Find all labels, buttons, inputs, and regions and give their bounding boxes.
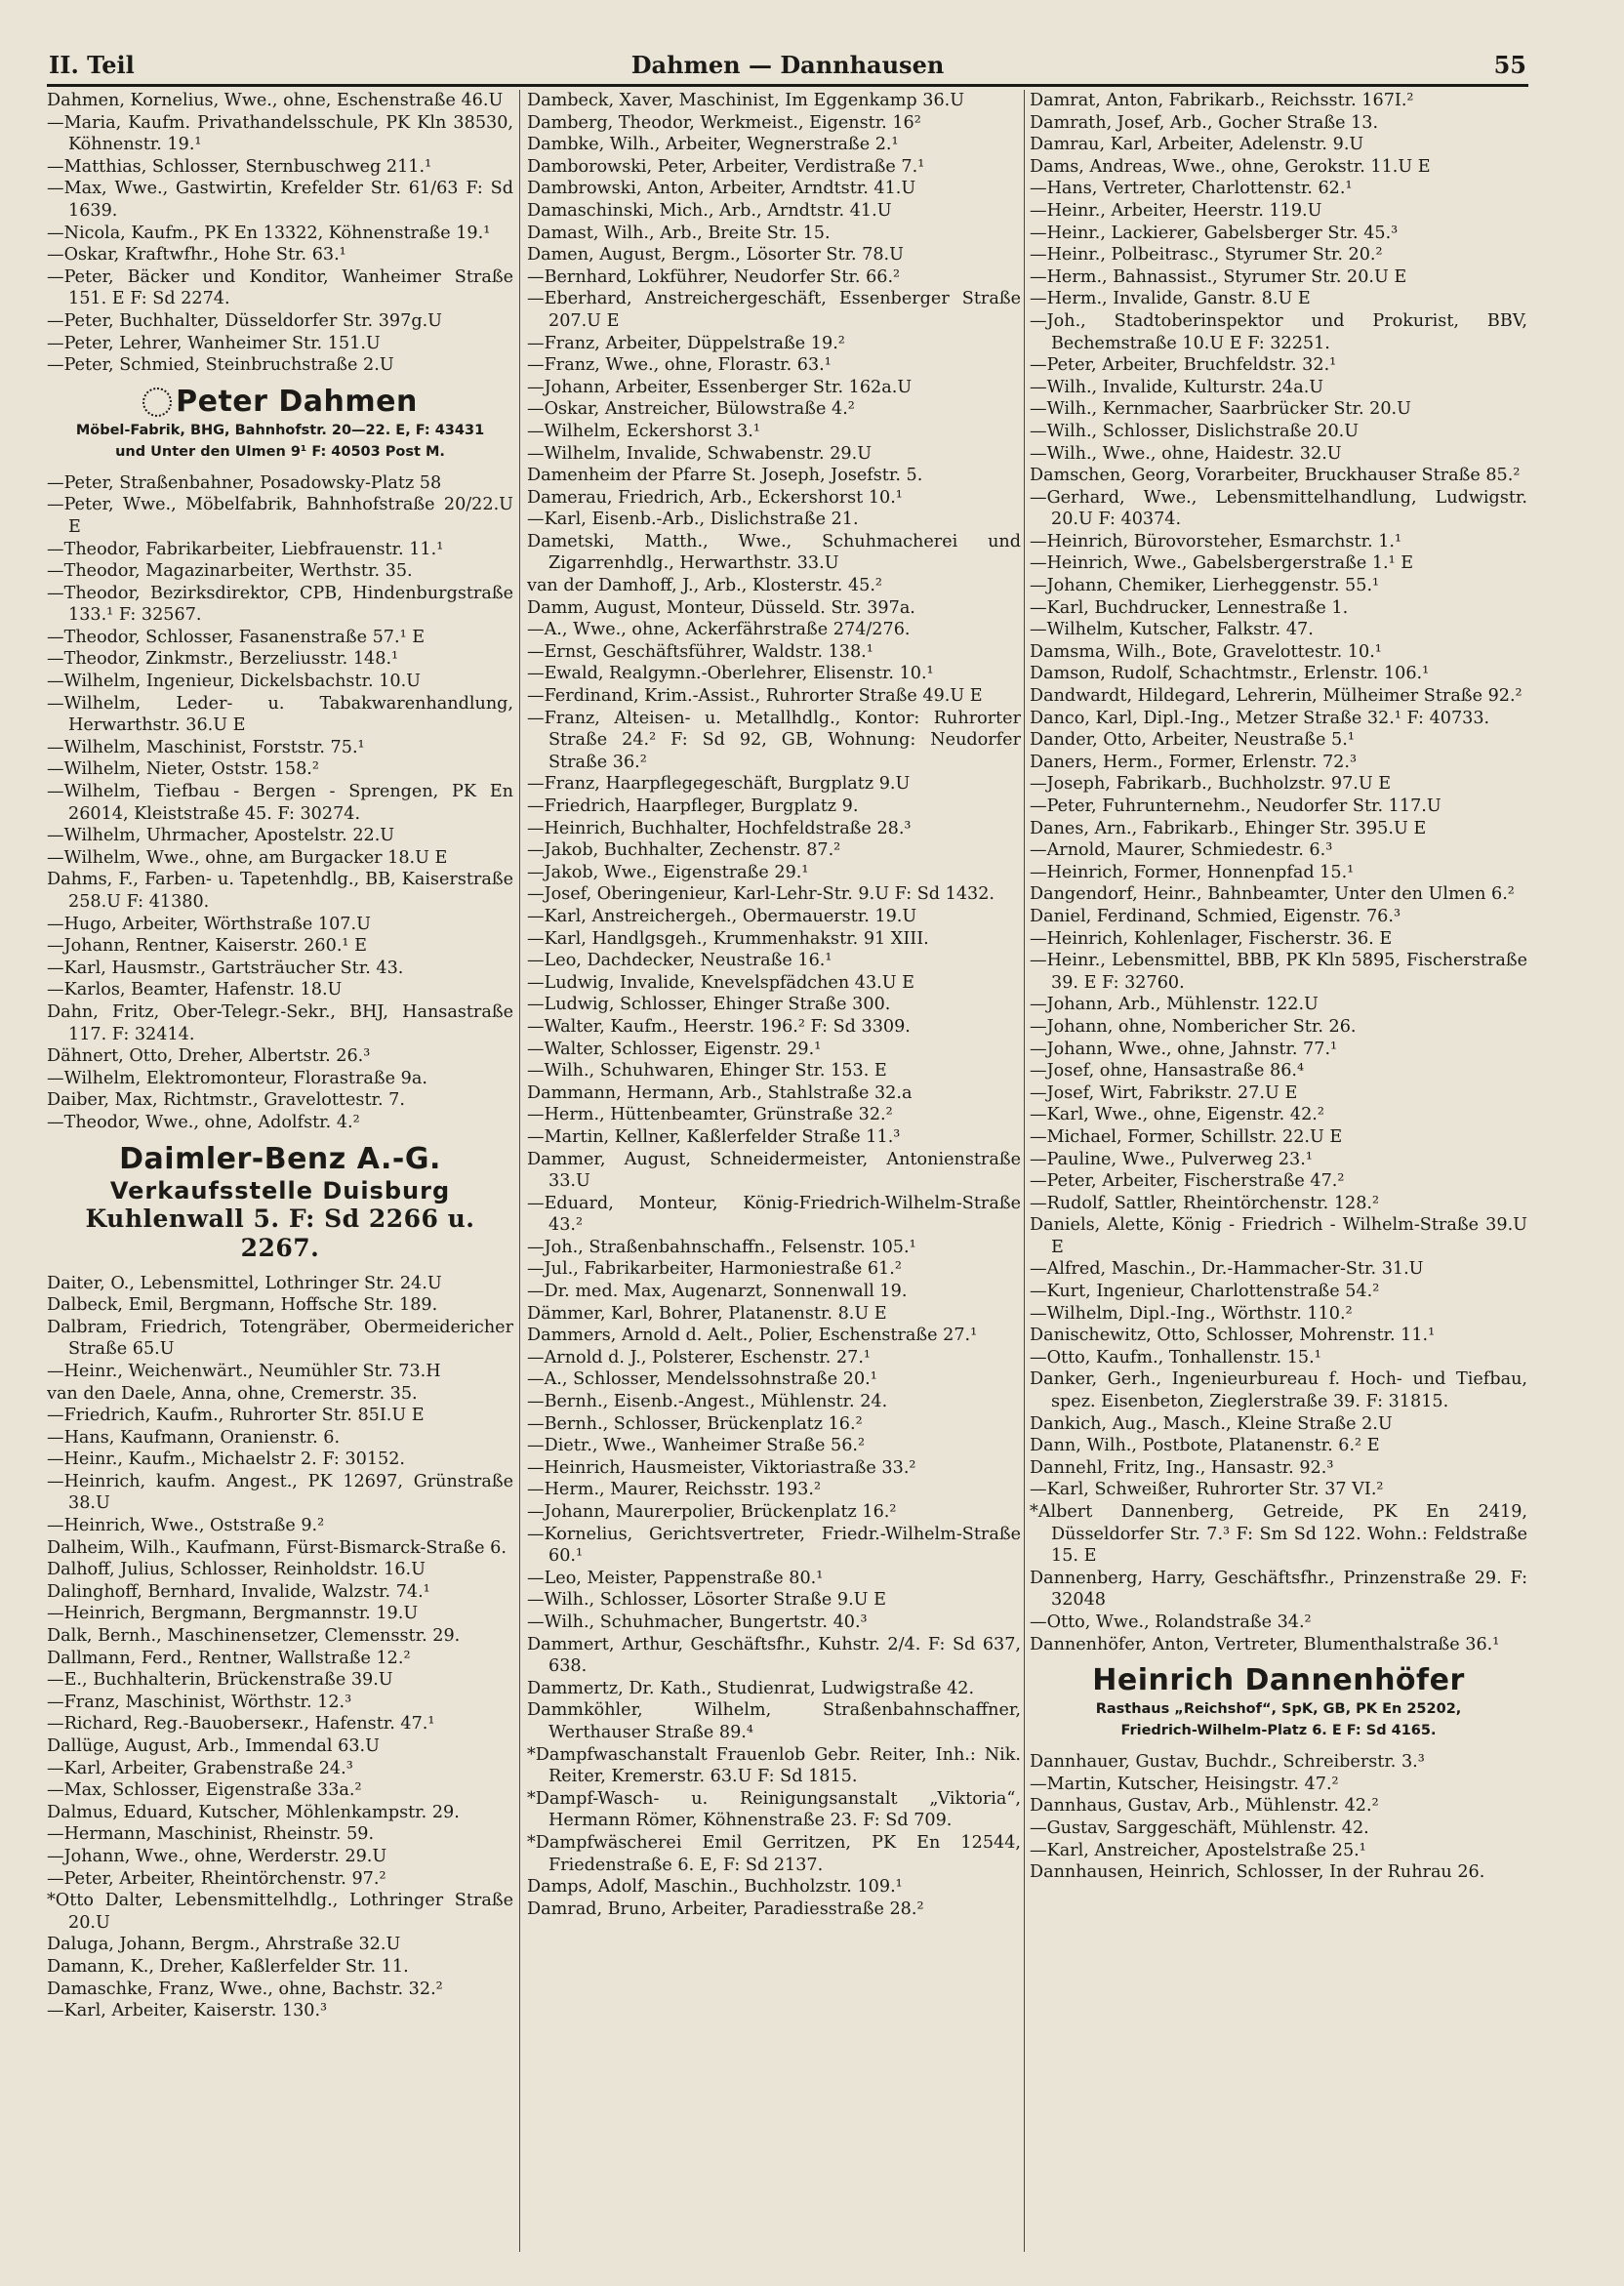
directory-entry: Damborowski, Peter, Arbeiter, Verdistraße 7.¹: [527, 156, 925, 177]
directory-entry: Dalheim, Wilh., Kaufmann, Fürst-Bismarck-Straße 6.: [47, 1537, 507, 1558]
directory-entry: Dämmer, Karl, Bohrer, Platanenstr. 8.U E: [527, 1303, 887, 1324]
directory-entry: —Joseph, Fabrikarb., Buchholzstr. 97.U E: [1030, 774, 1392, 795]
directory-entry: —Heinrich, Buchhalter, Hochfeldstraße 28.³: [527, 818, 912, 838]
directory-entry: Dalbram, Friedrich, Totengräber, Obermeidericher Straße 65.U: [47, 1317, 513, 1360]
directory-entry: Dahn, Fritz, Ober-Telegr.-Sekr., BHJ, Hansastraße 117. F: 32414.: [47, 1001, 513, 1044]
page-number: 55: [1493, 51, 1526, 79]
directory-entry: Dammers, Arnold d. Aelt., Polier, Eschenstraße 27.¹: [527, 1326, 978, 1346]
directory-entry: —Herm., Hüttenbeamter, Grünstraße 32.²: [527, 1105, 893, 1125]
directory-entry: —Hermann, Maschinist, Rheinstr. 59.: [47, 1824, 375, 1845]
directory-entry: —Pauline, Wwe., Pulverweg 23.¹: [1030, 1149, 1313, 1169]
directory-entry: —Heinr., Lebensmittel, BBB, PK Kln 5895, Fischerstraße 39. E F: 32760.: [1030, 951, 1527, 993]
directory-entry: —Richard, Reg.-Bauoberseкr., Hafenstr. 47.¹: [47, 1714, 435, 1735]
directory-entry: —Friedrich, Kaufm., Ruhrorter Str. 85I.U E: [47, 1406, 425, 1426]
directory-entry: —Heinrich, Kohlenlager, Fischerstr. 36. E: [1030, 928, 1393, 949]
directory-entry: van der Damhoff, J., Arb., Klosterstr. 45.²: [527, 576, 882, 596]
directory-entry: —Wilh., Invalide, Kulturstr. 24a.U: [1030, 377, 1324, 397]
directory-entry: —Peter, Lehrer, Wanheimer Str. 151.U: [47, 333, 381, 353]
directory-entry: —Wilhelm, Dipl.-Ing., Wörthstr. 110.²: [1030, 1303, 1353, 1324]
directory-entry: Damberg, Theodor, Werkmeist., Eigenstr. 16²: [527, 112, 921, 133]
directory-entry: —Peter, Schmied, Steinbruchstraße 2.U: [47, 355, 394, 376]
directory-entry: *Dampf-Wasch- u. Reinigungsanstalt „Viktoria“, Hermann Römer, Köhnenstraße 23. F: Sd 709.: [527, 1788, 1021, 1831]
directory-entry: —Johann, Chemiker, Lierheggenstr. 55.¹: [1030, 576, 1380, 596]
directory-entry: Dalhoff, Julius, Schlosser, Reinholdstr. 16.U: [47, 1560, 426, 1580]
directory-entry: Dann, Wilh., Postbote, Platanenstr. 6.² E: [1030, 1436, 1380, 1456]
directory-entry: —Heinrich, Wwe., Oststraße 9.²: [47, 1516, 325, 1536]
directory-entry: —Heinr., Kaufm., Michaelstr 2. F: 30152.: [47, 1449, 405, 1470]
directory-entry: —Peter, Fuhrunternehm., Neudorfer Str. 117.U: [1030, 796, 1441, 816]
directory-entry: —Ferdinand, Krim.-Assist., Ruhrorter Straße 49.U E: [527, 686, 983, 707]
directory-entry: —Franz, Arbeiter, Düppelstraße 19.²: [527, 333, 845, 353]
directory-entry: Damen, August, Bergm., Lösorter Str. 78.U: [527, 245, 904, 265]
directory-entry: —Karl, Anstreicher, Apostelstraße 25.¹: [1030, 1840, 1366, 1860]
directory-entry: Damast, Wilh., Arb., Breite Str. 15.: [527, 223, 831, 243]
directory-entry: —Josef, Wirt, Fabrikstr. 27.U E: [1030, 1082, 1298, 1103]
directory-entry: Daners, Herm., Former, Erlenstr. 72.³: [1030, 752, 1358, 772]
directory-entry: Dandwardt, Hildegard, Lehrerin, Mülheimer Straße 92.²: [1030, 686, 1522, 707]
directory-entry: —Friedrich, Haarpfleger, Burgplatz 9.: [527, 796, 859, 816]
directory-entry: —Wilhelm, Maschinist, Forststr. 75.¹: [47, 737, 365, 757]
directory-entry: Dahms, F., Farben- u. Tapetenhdlg., BB, Kaiserstraße 258.U F: 41380.: [47, 870, 513, 912]
directory-entry: —Theodor, Fabrikarbeiter, Liebfrauenstr. 11.¹: [47, 539, 444, 559]
directory-entry: —Karl, Buchdrucker, Lennestraße 1.: [1030, 597, 1349, 618]
directory-entry: —Hans, Kaufmann, Oranienstr. 6.: [47, 1427, 341, 1448]
directory-entry: Danker, Gerh., Ingenieurbureau f. Hoch- und Tiefbau, spez. Eisenbeton, Zieglerstraße 39. F: 31815.: [1030, 1369, 1527, 1412]
directory-entry: *Dampfwäscherei Emil Gerritzen, PK En 12544, Friedenstraße 6. E, F: Sd 2137.: [527, 1832, 1021, 1875]
directory-entry: —Hans, Vertreter, Charlottenstr. 62.¹: [1030, 179, 1353, 199]
directory-entry: —Karl, Handlgsgeh., Krummenhakstr. 91 XIII.: [527, 928, 929, 949]
advert-peter-dahmen: [47, 385, 513, 463]
directory-entry: —Wilhelm, Wwe., ohne, am Burgacker 18.U E: [47, 847, 448, 868]
directory-entry: —Leo, Meister, Pappenstraße 80.¹: [527, 1568, 824, 1588]
directory-entry: —Leo, Dachdecker, Neustraße 16.¹: [527, 951, 832, 971]
directory-entry: —Jakob, Wwe., Eigenstraße 29.¹: [527, 862, 809, 882]
directory-entry: —Franz, Alteisen- u. Metallhdlg., Kontor: Ruhrorter Straße 24.² F: Sd 92, GB, Wohnung: Neudorfer Straße 36.²: [527, 708, 1021, 772]
directory-entry: Dander, Otto, Arbeiter, Neustraße 5.¹: [1030, 730, 1355, 751]
directory-entry: *Albert Dannenberg, Getreide, PK En 2419, Düsseldorfer Str. 7.³ F: Sm Sd 122. Wohn.: Feldstraße 15. E: [1030, 1502, 1527, 1567]
directory-entry: —Theodor, Schlosser, Fasanenstraße 57.¹ E: [47, 627, 426, 647]
directory-entry: —Wilh., Schlosser, Lösorter Straße 9.U E: [527, 1590, 886, 1611]
directory-entry: Dallmann, Ferd., Rentner, Wallstraße 12.²: [47, 1648, 411, 1668]
directory-entry: —Wilhelm, Uhrmacher, Apostelstr. 22.U: [47, 826, 395, 846]
advert-name: Daimler-Benz A.-G.: [119, 1141, 441, 1176]
directory-entry: Daiter, O., Lebensmittel, Lothringer Str. 24.U: [47, 1273, 442, 1293]
directory-entry: Danischewitz, Otto, Schlosser, Mohrenstr. 11.¹: [1030, 1326, 1436, 1346]
directory-entry: —Walter, Kaufm., Heerstr. 196.² F: Sd 3309.: [527, 1016, 911, 1037]
directory-entry: —Josef, ohne, Hansastraße 86.⁴: [1030, 1061, 1305, 1082]
directory-entry: —Theodor, Magazinarbeiter, Werthstr. 35.: [47, 561, 413, 582]
directory-entry: —Heinr., Lackierer, Gabelsberger Str. 45.³: [1030, 223, 1399, 243]
directory-entry: Damaschinski, Mich., Arb., Arndtstr. 41.U: [527, 200, 892, 221]
directory-entry: Damenheim der Pfarre St. Joseph, Josefstr. 5.: [527, 466, 923, 486]
directory-entry: —Ernst, Geschäftsführer, Waldstr. 138.¹: [527, 641, 873, 662]
directory-entry: —Rudolf, Sattler, Rheintörchenstr. 128.²: [1030, 1193, 1380, 1213]
directory-entry: —Heinr., Arbeiter, Heerstr. 119.U: [1030, 200, 1322, 221]
directory-entry: Dammköhler, Wilhelm, Straßenbahnschaffner, Werthauser Straße 89.⁴: [527, 1700, 1021, 1742]
column-divider: [1024, 90, 1025, 2252]
directory-entry: Dannehl, Fritz, Ing., Hansastr. 92.³: [1030, 1457, 1334, 1478]
directory-entry: —Max, Schlosser, Eigenstraße 33a.²: [47, 1780, 362, 1801]
directory-entry: —Max, Wwe., Gastwirtin, Krefelder Str. 61/63 F: Sd 1639.: [47, 179, 513, 221]
directory-entry: —Ludwig, Schlosser, Ehinger Straße 300.: [527, 995, 891, 1015]
directory-entry: —Peter, Arbeiter, Fischerstraße 47.²: [1030, 1171, 1345, 1192]
directory-entry: —Peter, Buchhalter, Düsseldorfer Str. 397g.U: [47, 310, 443, 331]
advert-line: Friedrich-Wilhelm-Platz 6. E F: Sd 4165.: [1120, 1723, 1437, 1739]
directory-entry: —Karl, Arbeiter, Kaiserstr. 130.³: [47, 2001, 328, 2021]
directory-entry: —Johann, Rentner, Kaiserstr. 260.¹ E: [47, 936, 367, 957]
section-label: II. Teil: [49, 51, 135, 79]
column-divider: [519, 90, 520, 2252]
directory-entry: —Wilhelm, Ingenieur, Dickelsbachstr. 10.U: [47, 672, 421, 692]
directory-entry: *Dampfwaschanstalt Frauenlob Gebr. Reiter, Inh.: Nik. Reiter, Kremerstr. 63.U F: Sd 1815.: [527, 1744, 1021, 1787]
advert-line: Kuhlenwall 5. F: Sd 2266 u. 2267.: [85, 1204, 475, 1262]
directory-entry: —Wilh., Schlosser, Dislichstraße 20.U: [1030, 421, 1360, 441]
directory-entry: —Karl, Schweißer, Ruhrorter Str. 37 VI.²: [1030, 1480, 1384, 1500]
directory-entry: Dannhaus, Gustav, Arb., Mühlenstr. 42.²: [1030, 1796, 1379, 1817]
advert-daimler-benz: [47, 1142, 513, 1263]
directory-entry: —Karl, Wwe., ohne, Eigenstr. 42.²: [1030, 1105, 1324, 1125]
directory-entry: —Franz, Wwe., ohne, Florastr. 63.¹: [527, 355, 832, 376]
advert-line: Möbel-Fabrik, BHG, Bahnhofstr. 20—22. E, F: 43431: [75, 422, 485, 438]
directory-entry: —Wilhelm, Invalide, Schwabenstr. 29.U: [527, 443, 873, 464]
directory-entry: Damann, K., Dreher, Kaßlerfelder Str. 11.: [47, 1956, 409, 1977]
advert-line: Rasthaus „Reichshof“, SpK, GB, PK En 25202,: [1095, 1701, 1462, 1718]
directory-entry: Dametski, Matth., Wwe., Schuhmacherei und Zigarrenhdlg., Herwarthstr. 33.U: [527, 531, 1021, 574]
directory-entry: Dams, Andreas, Wwe., ohne, Gerokstr. 11.U E: [1030, 156, 1431, 177]
directory-entry: —Dietr., Wwe., Wanheimer Straße 56.²: [527, 1436, 866, 1456]
directory-entry: —Matthias, Schlosser, Sternbuschweg 211.¹: [47, 156, 432, 177]
directory-entry: Dannenhöfer, Anton, Vertreter, Blumenthalstraße 36.¹: [1030, 1634, 1500, 1654]
directory-entry: —Heinrich, Wwe., Gabelsbergerstraße 1.¹ E: [1030, 553, 1414, 574]
directory-entry: —Wilhelm, Tiefbau - Bergen - Sprengen, PK En 26014, Kleiststraße 45. F: 30274.: [47, 782, 513, 824]
directory-entry: —Otto, Kaufm., Tonhallenstr. 15.¹: [1030, 1347, 1321, 1368]
directory-entry: —Gerhard, Wwe., Lebensmittelhandlung, Ludwigstr. 20.U F: 40374.: [1030, 487, 1527, 530]
column-2: [527, 90, 1021, 2266]
directory-entry: —Herm., Bahnassist., Styrumer Str. 20.U E: [1030, 266, 1407, 287]
directory-entry: —Johann, ohne, Nombericher Str. 26.: [1030, 1016, 1357, 1037]
advert-name: Heinrich Dannenhöfer: [1092, 1663, 1465, 1698]
directory-entry: —Heinr., Polbeitrasс., Styrumer Str. 20.²: [1030, 245, 1383, 265]
directory-entry: —Karl, Eisenb.-Arb., Dislichstraße 21.: [527, 510, 859, 530]
directory-entry: Daiber, Max, Richtmstr., Gravelottestr. 7.: [47, 1090, 405, 1111]
advert-name: Peter Dahmen: [176, 384, 418, 419]
directory-entry: Damrad, Bruno, Arbeiter, Paradiesstraße 28.²: [527, 1898, 924, 1919]
directory-entry: *Otto Dalter, Lebensmittelhdlg., Lothringer Straße 20.U: [47, 1891, 513, 1933]
directory-entry: —Joh., Straßenbahnschaffn., Felsenstr. 105.¹: [527, 1237, 916, 1257]
directory-entry: Dammert, Arthur, Geschäftsfhr., Kuhstr. 2/4. F: Sd 637, 638.: [527, 1634, 1021, 1677]
directory-entry: —Oskar, Anstreicher, Bülowstraße 4.²: [527, 399, 855, 420]
directory-entry: —Arnold, Maurer, Schmiedestr. 6.³: [1030, 840, 1333, 861]
directory-entry: Damps, Adolf, Maschin., Buchholzstr. 109.¹: [527, 1877, 903, 1898]
advert-line: und Unter den Ulmen 9¹ F: 40503 Post M.: [115, 443, 445, 460]
directory-entry: —Wilhelm, Kutscher, Falkstr. 47.: [1030, 620, 1314, 640]
directory-entry: —Jakob, Buchhalter, Zechenstr. 87.²: [527, 840, 841, 861]
directory-entry: Damrat, Anton, Fabrikarb., Reichsstr. 167I.²: [1030, 91, 1414, 110]
directory-entry: Dalmus, Eduard, Kutscher, Möhlenkampstr. 29.: [47, 1802, 460, 1822]
directory-entry: —Johann, Wwe., ohne, Jahnstr. 77.¹: [1030, 1039, 1338, 1059]
directory-entry: Dalbeck, Emil, Bergmann, Hoffsche Str. 189.: [47, 1295, 438, 1316]
directory-entry: —Heinr., Weichenwärt., Neumühler Str. 73.H: [47, 1361, 441, 1381]
directory-entry: —Peter, Arbeiter, Bruchfeldstr. 32.¹: [1030, 355, 1337, 376]
directory-entry: —Wilhelm, Eckershorst 3.¹: [527, 421, 760, 441]
running-head: Dahmen — Dannhausen: [630, 51, 945, 79]
directory-entry: —Karlos, Beamter, Hafenstr. 18.U: [47, 980, 343, 1000]
directory-entry: —Oskar, Kraftwfhr., Hohe Str. 63.¹: [47, 245, 346, 265]
directory-entry: Dammertz, Dr. Kath., Studienrat, Ludwigstraße 42.: [527, 1678, 975, 1698]
directory-entry: Dahmen, Kornelius, Wwe., ohne, Eschenstraße 46.U: [47, 91, 504, 110]
directory-entry: —Bernhard, Lokführer, Neudorfer Str. 66.²: [527, 266, 901, 287]
directory-entry: —Bernh., Schlosser, Brückenplatz 16.²: [527, 1413, 863, 1434]
directory-entry: —Ludwig, Invalide, Knevelspfädchen 43.U E: [527, 972, 915, 993]
directory-entry: —Peter, Straßenbahner, Posadowsky-Platz 58: [47, 472, 442, 493]
directory-entry: —Bernh., Eisenb.-Angest., Mühlenstr. 24.: [527, 1392, 888, 1412]
directory-entry: —Wilh., Wwe., ohne, Haidestr. 32.U: [1030, 443, 1342, 464]
directory-entry: Dalinghoff, Bernhard, Invalide, Walzstr. 74.¹: [47, 1581, 430, 1602]
directory-entry: —Kornelius, Gerichtsvertreter, Friedr.-Wilhelm-Straße 60.¹: [527, 1524, 1021, 1567]
directory-entry: Danes, Arn., Fabrikarb., Ehinger Str. 395.U E: [1030, 818, 1427, 838]
directory-entry: —Theodor, Wwe., ohne, Adolfstr. 4.²: [47, 1112, 360, 1132]
directory-entry: Damsma, Wilh., Bote, Gravelottestr. 10.¹: [1030, 641, 1382, 662]
directory-entry: Damm, August, Monteur, Düsseld. Str. 397a.: [527, 597, 915, 618]
directory-entry: —Johann, Maurerpolier, Brückenplatz 16.²: [527, 1502, 897, 1522]
directory-entry: —Martin, Kutscher, Heisingstr. 47.²: [1030, 1774, 1339, 1794]
directory-entry: —Heinrich, Bergmann, Bergmannstr. 19.U: [47, 1604, 419, 1624]
directory-entry: —Michael, Former, Schillstr. 22.U E: [1030, 1126, 1343, 1147]
directory-entry: Damaschke, Franz, Wwe., ohne, Bachstr. 32.²: [47, 1979, 443, 1999]
directory-entry: —Peter, Arbeiter, Rheintörchenstr. 97.²: [47, 1868, 386, 1889]
directory-entry: Dähnert, Otto, Dreher, Albertstr. 26.³: [47, 1046, 371, 1067]
directory-entry: —Franz, Haarpflegegeschäft, Burgplatz 9.U: [527, 774, 911, 795]
directory-entry: —Karl, Anstreichergeh., Obermauerstr. 19.U: [527, 906, 917, 926]
directory-entry: —Peter, Bäcker und Konditor, Wanheimer Straße 151. E F: Sd 2274.: [47, 266, 513, 309]
directory-entry: —Jul., Fabrikarbeiter, Harmoniestraße 61.²: [527, 1259, 902, 1280]
directory-entry: Dannhausen, Heinrich, Schlosser, In der Ruhrau 26.: [1030, 1862, 1485, 1883]
directory-entry: —Johann, Wwe., ohne, Werderstr. 29.U: [47, 1846, 387, 1866]
directory-entry: Daniel, Ferdinand, Schmied, Eigenstr. 76.³: [1030, 906, 1401, 926]
directory-entry: —Heinrich, Hausmeister, Viktoriastraße 33.²: [527, 1457, 916, 1478]
directory-entry: —Joh., Stadtoberinspektor und Prokurist, BBV, Bechemstraße 10.U E F: 32251.: [1030, 310, 1527, 353]
directory-entry: —Franz, Maschinist, Wörthstr. 12.³: [47, 1692, 352, 1712]
directory-entry: Dankich, Aug., Masch., Kleine Straße 2.U: [1030, 1413, 1393, 1434]
directory-entry: —Josef, Oberingenieur, Karl-Lehr-Str. 9.U F: Sd 1432.: [527, 884, 995, 905]
directory-entry: Damerau, Friedrich, Arb., Eckershorst 10.¹: [527, 487, 903, 508]
directory-entry: —Ewald, Realgymn.-Oberlehrer, Elisenstr. 10.¹: [527, 664, 934, 684]
directory-entry: —Kurt, Ingenieur, Charlottenstraße 54.²: [1030, 1282, 1380, 1302]
directory-entry: Dannenberg, Harry, Geschäftsfhr., Prinzenstraße 29. F: 32048: [1030, 1568, 1527, 1611]
directory-entry: —Theodor, Zinkmstr., Berzeliusstr. 148.¹: [47, 649, 399, 670]
directory-entry: Dambeck, Xaver, Maschinist, Im Eggenkamp 36.U: [527, 91, 965, 110]
directory-entry: —Karl, Hausmstr., Gartsträucher Str. 43.: [47, 958, 404, 978]
directory-entry: Dambrowski, Anton, Arbeiter, Arndtstr. 41.U: [527, 179, 916, 199]
directory-entry: —Martin, Kellner, Kaßlerfelder Straße 11.³: [527, 1126, 901, 1147]
directory-entry: —Peter, Wwe., Möbelfabrik, Bahnhofstraße 20/22.U E: [47, 495, 513, 537]
directory-entry: Daniels, Alette, König - Friedrich - Wilhelm-Straße 39.U E: [1030, 1215, 1527, 1257]
directory-entry: Damson, Rudolf, Schachtmstr., Erlenstr. 106.¹: [1030, 664, 1430, 684]
directory-entry: —Karl, Arbeiter, Grabenstraße 24.³: [47, 1758, 353, 1778]
directory-entry: van den Daele, Anna, ohne, Cremerstr. 35.: [47, 1383, 418, 1404]
column-1: [47, 90, 513, 2266]
directory-entry: —Otto, Wwe., Rolandstraße 34.²: [1030, 1612, 1312, 1632]
directory-entry: —Wilh., Kernmacher, Saarbrücker Str. 20.U: [1030, 399, 1411, 420]
company-logo-icon: [142, 388, 172, 417]
column-3: [1030, 90, 1527, 2266]
directory-entry: —A., Schlosser, Mendelssohnstraße 20.¹: [527, 1369, 877, 1390]
directory-entry: Damrath, Josef, Arb., Gocher Straße 13.: [1030, 112, 1379, 133]
page-header: [47, 45, 1528, 87]
directory-entry: —Eduard, Monteur, König-Friedrich-Wilhelm-Straße 43.²: [527, 1193, 1021, 1236]
directory-entry: Dambke, Wilh., Arbeiter, Wegnerstraße 2.¹: [527, 135, 899, 155]
directory-entry: Daluga, Johann, Bergm., Ahrstraße 32.U: [47, 1935, 401, 1955]
directory-entry: Damschen, Georg, Vorarbeiter, Bruckhauser Straße 85.²: [1030, 466, 1521, 486]
directory-entry: Dammer, August, Schneidermeister, Antonienstraße 33.U: [527, 1149, 1021, 1192]
directory-entry: —Heinrich, Bürovorsteher, Esmarchstr. 1.¹: [1030, 531, 1402, 551]
advert-heinrich-dannenhoefer: [1030, 1663, 1527, 1741]
directory-entry: —Herm., Invalide, Ganstr. 8.U E: [1030, 289, 1311, 309]
directory-entry: Dangendorf, Heinr., Bahnbeamter, Unter den Ulmen 6.²: [1030, 884, 1515, 905]
directory-entry: —Wilhelm, Nieter, Oststr. 158.²: [47, 759, 319, 780]
directory-entry: —Alfred, Maschin., Dr.-Hammacher-Str. 31.U: [1030, 1259, 1424, 1280]
directory-entry: —Wilh., Schuhmacher, Bungertstr. 40.³: [527, 1612, 868, 1632]
directory-entry: —Johann, Arbeiter, Essenberger Str. 162a.U: [527, 377, 913, 397]
directory-entry: —E., Buchhalterin, Brückenstraße 39.U: [47, 1670, 393, 1691]
directory-entry: Danco, Karl, Dipl.-Ing., Metzer Straße 32.¹ F: 40733.: [1030, 708, 1490, 728]
directory-entry: Dannhauer, Gustav, Buchdr., Schreiberstr. 3.³: [1030, 1752, 1425, 1773]
directory-entry: —Dr. med. Max, Augenarzt, Sonnenwall 19.: [527, 1282, 908, 1302]
directory-entry: —A., Wwe., ohne, Ackerfährstraße 274/276.: [527, 620, 911, 640]
directory-entry: —Johann, Arb., Mühlenstr. 122.U: [1030, 995, 1319, 1015]
directory-entry: —Wilh., Schuhwaren, Ehinger Str. 153. E: [527, 1061, 887, 1082]
directory-entry: —Maria, Kaufm. Privathandelsschule, PK Kln 38530, Köhnenstr. 19.¹: [47, 112, 513, 155]
directory-entry: —Theodor, Bezirksdirektor, CPB, Hindenburgstraße 133.¹ F: 32567.: [47, 583, 513, 626]
directory-entry: Dallüge, August, Arb., Immendal 63.U: [47, 1736, 380, 1756]
directory-entry: —Heinrich, Former, Honnenpfad 15.¹: [1030, 862, 1355, 882]
directory-entry: —Heinrich, kaufm. Angest., PK 12697, Grünstraße 38.U: [47, 1471, 513, 1514]
directory-entry: —Hugo, Arbeiter, Wörthstraße 107.U: [47, 914, 371, 934]
directory-entry: —Herm., Maurer, Reichsstr. 193.²: [527, 1480, 822, 1500]
directory-entry: —Wilhelm, Elektromonteur, Florastraße 9a.: [47, 1068, 427, 1088]
directory-entry: —Arnold d. J., Polsterer, Eschenstr. 27.¹: [527, 1347, 871, 1368]
directory-entry: Dalk, Bernh., Maschinensetzer, Clemensstr. 29.: [47, 1626, 461, 1647]
advert-line: Verkaufsstelle Duisburg: [109, 1176, 451, 1204]
directory-entry: —Gustav, Sarggeschäft, Mühlenstr. 42.: [1030, 1817, 1369, 1838]
directory-entry: —Nicola, Kaufm., PK En 13322, Köhnenstraße 19.¹: [47, 223, 491, 243]
directory-entry: —Walter, Schlosser, Eigenstr. 29.¹: [527, 1039, 822, 1059]
directory-entry: —Eberhard, Anstreichergeschäft, Essenberger Straße 207.U E: [527, 289, 1021, 331]
directory-entry: —Wilhelm, Leder- u. Tabakwarenhandlung, Herwarthstr. 36.U E: [47, 693, 513, 736]
directory-entry: Dammann, Hermann, Arb., Stahlstraße 32.a: [527, 1082, 913, 1103]
directory-entry: Damrau, Karl, Arbeiter, Adelenstr. 9.U: [1030, 135, 1364, 155]
